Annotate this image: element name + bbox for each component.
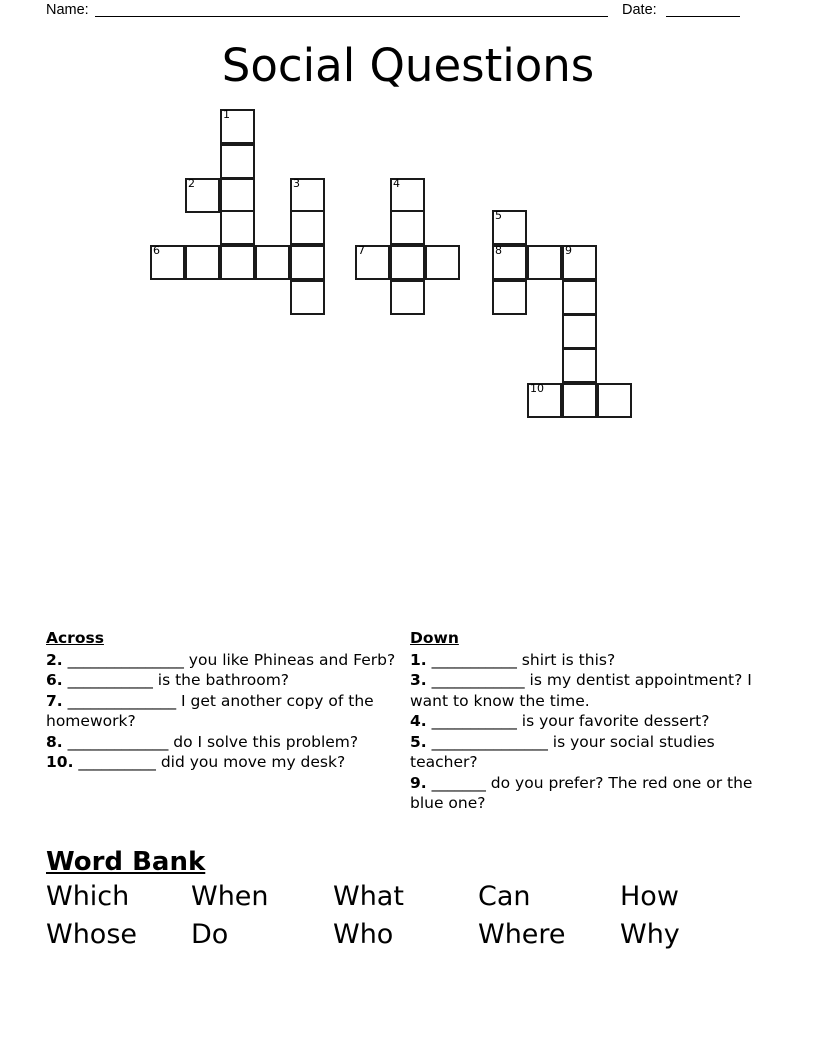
clue-number: 8. (46, 732, 63, 751)
word-bank-section (46, 846, 786, 954)
clue-down-9 (410, 773, 770, 814)
clue-number: 9. (410, 773, 427, 792)
clue-number: 7. (46, 691, 63, 710)
crossword-cell[interactable] (255, 245, 290, 280)
clue-down-3 (410, 670, 770, 711)
crossword-cell[interactable] (185, 245, 220, 280)
word-bank-word-how[interactable]: How (620, 881, 679, 912)
down-heading: Down (410, 629, 459, 647)
cell-number-2: 2 (188, 177, 195, 190)
crossword-cell[interactable] (390, 210, 425, 245)
clue-number: 2. (46, 650, 63, 669)
across-heading: Across (46, 629, 104, 647)
clue-across-10 (46, 752, 398, 773)
clue-text: ___________ is the bathroom? (62, 671, 290, 689)
clue-text: _______ do you prefer? The red one or the blue one? (410, 773, 753, 812)
word-bank-word-what[interactable]: What (333, 881, 404, 912)
page-title: Social Questions (221, 39, 595, 92)
cell-number-4: 4 (393, 177, 400, 190)
word-bank-word-where[interactable]: Where (478, 919, 566, 950)
cell-number-10: 10 (530, 382, 544, 395)
crossword-cell-9[interactable] (562, 245, 597, 280)
word-bank-word-which[interactable]: Which (46, 881, 130, 912)
clue-text: ___________ shirt is this? (426, 650, 616, 669)
word-bank-heading: Word Bank (46, 847, 206, 877)
clue-across-6 (46, 670, 398, 691)
crossword-cell-10[interactable] (527, 383, 562, 418)
word-bank-word-who[interactable]: Who (333, 919, 394, 950)
across-clues-column (46, 628, 398, 773)
clue-text: ____________ is my dentist appointment? I want to know the time. (410, 671, 752, 710)
crossword-cell[interactable] (290, 245, 325, 280)
crossword-cell[interactable] (562, 383, 597, 418)
word-bank-word-why[interactable]: Why (620, 919, 680, 950)
crossword-cell[interactable] (390, 245, 425, 280)
cell-number-6: 6 (153, 244, 160, 257)
word-bank-row (46, 916, 786, 954)
crossword-cell[interactable] (220, 210, 255, 245)
cell-number-3: 3 (293, 177, 300, 190)
clue-text: _______________ you like Phineas and Ferb? (62, 650, 396, 669)
cell-number-5: 5 (495, 209, 502, 222)
clue-number: 5. (410, 732, 427, 751)
crossword-cell-2[interactable] (185, 178, 220, 213)
word-bank-row (46, 878, 786, 916)
cell-number-7: 7 (358, 244, 365, 257)
date-label: Date: (622, 2, 657, 18)
down-clue-list (410, 650, 770, 814)
clue-number: 10. (46, 753, 74, 771)
crossword-cell[interactable] (220, 245, 255, 280)
clue-number: 4. (410, 712, 427, 730)
clue-text: __________ did you move my desk? (73, 753, 346, 771)
cell-number-8: 8 (495, 244, 502, 257)
crossword-grid (0, 0, 816, 470)
word-bank-word-can[interactable]: Can (478, 881, 531, 912)
clue-number: 1. (410, 650, 427, 669)
word-bank-rows (46, 878, 786, 954)
clue-down-5 (410, 732, 770, 773)
crossword-cell-3[interactable] (290, 178, 325, 213)
clue-down-4 (410, 711, 770, 732)
crossword-cell-4[interactable] (390, 178, 425, 213)
crossword-cell[interactable] (527, 245, 562, 280)
word-bank-word-when[interactable]: When (191, 881, 269, 912)
crossword-cell[interactable] (390, 280, 425, 315)
crossword-cell-6[interactable] (150, 245, 185, 280)
across-clue-list (46, 650, 398, 773)
clue-text: _______________ is your social studies teacher? (410, 732, 715, 771)
clue-text: ___________ is your favorite dessert? (426, 712, 710, 730)
word-bank-word-whose[interactable]: Whose (46, 919, 138, 950)
crossword-cell[interactable] (562, 314, 597, 349)
crossword-cell[interactable] (425, 245, 460, 280)
clue-across-7 (46, 691, 398, 732)
crossword-cell[interactable] (562, 348, 597, 383)
crossword-cell-5[interactable] (492, 210, 527, 245)
crossword-cell[interactable] (220, 178, 255, 213)
clue-number: 3. (410, 671, 427, 689)
crossword-cell-7[interactable] (355, 245, 390, 280)
clue-text: _____________ do I solve this problem? (62, 732, 359, 751)
clue-number: 6. (46, 671, 63, 689)
cell-number-1: 1 (223, 108, 230, 121)
clue-down-1 (410, 650, 770, 671)
clue-text: ______________ I get another copy of the homework? (46, 691, 374, 730)
crossword-cell[interactable] (597, 383, 632, 418)
crossword-cell[interactable] (290, 210, 325, 245)
clue-across-2 (46, 650, 398, 671)
crossword-cell-1[interactable] (220, 109, 255, 144)
crossword-cell[interactable] (562, 280, 597, 315)
crossword-cell[interactable] (220, 144, 255, 179)
clue-across-8 (46, 732, 398, 753)
crossword-cell[interactable] (492, 280, 527, 315)
crossword-cell[interactable] (290, 280, 325, 315)
crossword-cell-8[interactable] (492, 245, 527, 280)
name-label: Name: (46, 2, 89, 18)
word-bank-word-do[interactable]: Do (191, 919, 229, 950)
down-clues-column (410, 628, 770, 814)
cell-number-9: 9 (565, 244, 572, 257)
